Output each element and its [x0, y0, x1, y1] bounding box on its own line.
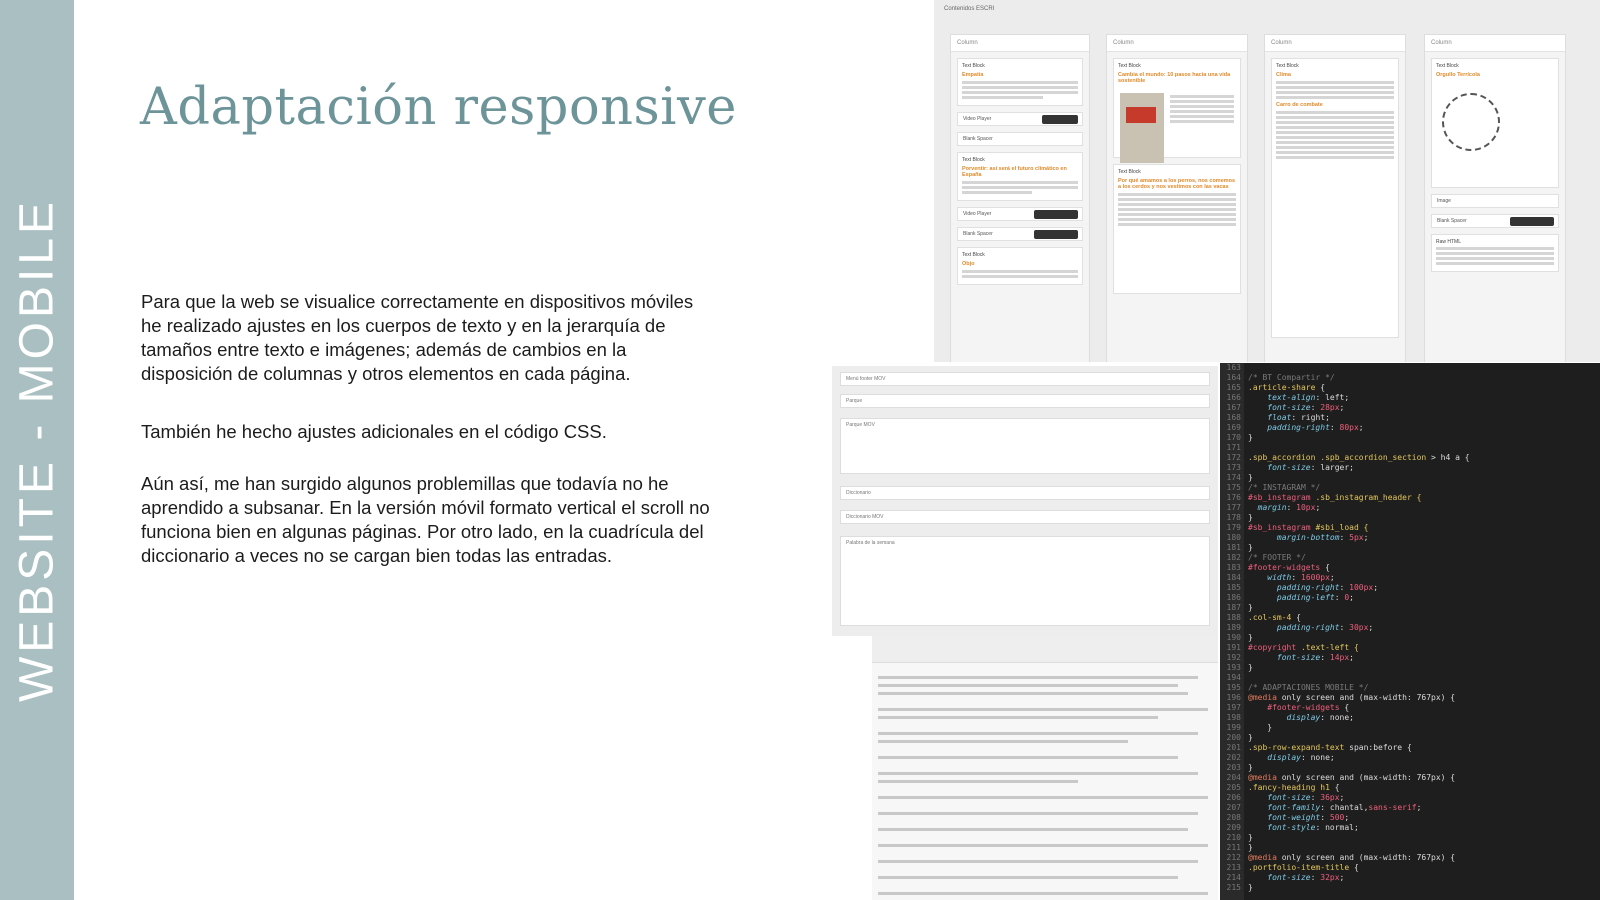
line-number: 204	[1226, 773, 1241, 782]
code-line: width: 1600px;	[1248, 573, 1335, 582]
line-number: 165	[1226, 383, 1241, 392]
code-line: #footer-widgets {	[1248, 703, 1350, 712]
code-line: padding-right: 30px;	[1248, 623, 1374, 632]
builder-column: Column Text Block Orgullo Terrícola Image Blank Spacer Raw HTML	[1424, 34, 1566, 362]
line-number: 180	[1226, 533, 1241, 542]
builder-row: Palabra de la semana	[840, 536, 1210, 626]
code-line: /* INSTAGRAM */	[1248, 483, 1321, 492]
line-number: 181	[1226, 543, 1241, 552]
code-line: /* FOOTER */	[1248, 553, 1306, 562]
builder-screenshot-rows	[832, 366, 1218, 636]
code-line: /* ADAPTACIONES MOBILE */	[1248, 683, 1369, 692]
line-number: 193	[1226, 663, 1241, 672]
code-line: font-style: normal;	[1248, 823, 1359, 832]
text-block: Text Block Porventir: así será el futuro climático en España	[957, 152, 1083, 201]
column-label: Column	[951, 35, 1089, 52]
video-player-row: Video Player	[957, 112, 1083, 126]
code-line: /* BT Compartir */	[1248, 373, 1335, 382]
image-row: Image	[1431, 194, 1559, 208]
line-number: 189	[1226, 623, 1241, 632]
text-block: Text Block Orgullo Terrícola	[1431, 58, 1559, 188]
line-number: 187	[1226, 603, 1241, 612]
line-number: 164	[1226, 373, 1241, 382]
page-title: Adaptación responsive	[140, 78, 737, 137]
line-number: 169	[1226, 423, 1241, 432]
line-number: 179	[1226, 523, 1241, 532]
code-line: }	[1248, 663, 1253, 672]
line-number: 173	[1226, 463, 1241, 472]
code-line: margin-bottom: 5px;	[1248, 533, 1369, 542]
code-line: font-size: 14px;	[1248, 653, 1354, 662]
line-number: 175	[1226, 483, 1241, 492]
paragraph-css: También he hecho ajustes adicionales en el código CSS.	[141, 421, 607, 442]
code-line: }	[1248, 883, 1253, 892]
line-number: 172	[1226, 453, 1241, 462]
block-type: Text Block	[962, 63, 985, 69]
line-number: 205	[1226, 783, 1241, 792]
blank-spacer-row: Blank Spacer	[1431, 214, 1559, 228]
globe-logo	[1442, 93, 1500, 151]
code-lines	[1248, 363, 1470, 893]
code-line: .spb-row-expand-text span:before {	[1248, 743, 1412, 752]
code-line: @media only screen and (max-width: 767px) {	[1248, 853, 1456, 862]
code-line: font-size: 36px;	[1248, 793, 1345, 802]
line-number: 203	[1226, 763, 1241, 772]
text-editor-screenshot	[872, 636, 1218, 900]
line-number: 188	[1226, 613, 1241, 622]
line-number: 183	[1226, 563, 1241, 572]
code-line: font-size: 28px;	[1248, 403, 1345, 412]
line-number: 184	[1226, 573, 1241, 582]
video-player-row: Video Player	[957, 207, 1083, 221]
code-line: }	[1248, 633, 1253, 642]
code-line: @media only screen and (max-width: 767px) {	[1248, 693, 1456, 702]
line-number: 182	[1226, 553, 1241, 562]
code-line: }	[1248, 603, 1253, 612]
line-number: 201	[1226, 743, 1241, 752]
code-line: }	[1248, 763, 1253, 772]
code-line: #sb_instagram #sbi_load {	[1248, 523, 1369, 532]
code-line: display: none;	[1248, 713, 1354, 722]
line-number: 177	[1226, 503, 1241, 512]
book-cover-image	[1120, 93, 1164, 163]
builder-screenshot-columns	[934, 0, 1600, 362]
builder-row: Parque	[840, 394, 1210, 408]
line-number: 192	[1226, 653, 1241, 662]
line-number: 170	[1226, 433, 1241, 442]
builder-header: Contenidos ESCRI	[944, 6, 995, 12]
line-number: 174	[1226, 473, 1241, 482]
code-line: padding-right: 100px;	[1248, 583, 1379, 592]
code-line: font-size: larger;	[1248, 463, 1354, 472]
text-block	[957, 58, 1083, 106]
code-line: margin: 10px;	[1248, 503, 1321, 512]
line-number: 210	[1226, 833, 1241, 842]
line-number: 215	[1226, 883, 1241, 892]
line-number: 176	[1226, 493, 1241, 502]
builder-column	[950, 34, 1090, 362]
builder-column: Column Text Block Cambia el mundo: 10 pasos hacia una vida sostenible Text Block Por qué amamos a los perros, nos comemos a los cerdos y nos vestimos con las vacas	[1106, 34, 1248, 362]
code-line: }	[1248, 473, 1253, 482]
code-line: }	[1248, 733, 1253, 742]
line-number: 197	[1226, 703, 1241, 712]
code-line: .fancy-heading h1 {	[1248, 783, 1340, 792]
paragraph-intro: Para que la web se visualice correctamente en dispositivos móviles he realizado ajustes en los cuerpos de texto y en la jerarquía de tamaños entre texto e imágenes; además de cambios en la disposición de columnas y otros elementos en cada página.	[141, 291, 694, 384]
code-line: }	[1248, 543, 1253, 552]
line-number: 207	[1226, 803, 1241, 812]
code-line: }	[1248, 513, 1253, 522]
line-number: 191	[1226, 643, 1241, 652]
code-line: padding-left: 0;	[1248, 593, 1354, 602]
blank-spacer-row: Blank Spacer	[957, 227, 1083, 241]
code-line: }	[1248, 843, 1253, 852]
code-line: }	[1248, 723, 1273, 732]
code-line: padding-right: 80px;	[1248, 423, 1364, 432]
code-line: font-family: chantal,sans-serif;	[1248, 803, 1422, 812]
line-number: 186	[1226, 593, 1241, 602]
builder-row: Parque MOV	[840, 418, 1210, 474]
code-line: #footer-widgets {	[1248, 563, 1330, 572]
code-line: font-weight: 500;	[1248, 813, 1350, 822]
line-number: 213	[1226, 863, 1241, 872]
line-number: 171	[1226, 443, 1241, 452]
code-line: .col-sm-4 {	[1248, 613, 1301, 622]
code-line: .portfolio-item-title {	[1248, 863, 1359, 872]
line-number: 211	[1226, 843, 1241, 852]
line-number: 166	[1226, 393, 1241, 402]
line-number: 163	[1226, 363, 1241, 372]
css-code-editor	[1220, 363, 1600, 900]
line-number: 194	[1226, 673, 1241, 682]
sidebar	[0, 0, 74, 900]
line-number: 185	[1226, 583, 1241, 592]
code-line: .article-share {	[1248, 383, 1326, 392]
code-line	[1248, 363, 1470, 373]
text-block: Text Block Por qué amamos a los perros, nos comemos a los cerdos y nos vestimos con las vacas	[1113, 164, 1241, 294]
line-number: 190	[1226, 633, 1241, 642]
builder-column: Column Text Block Clima Carro de combate	[1264, 34, 1406, 362]
line-number: 214	[1226, 873, 1241, 882]
code-line: float: right;	[1248, 413, 1330, 422]
blank-spacer-row: Blank Spacer	[957, 132, 1083, 146]
line-number: 196	[1226, 693, 1241, 702]
text-block: Text Block Clima Carro de combate	[1271, 58, 1399, 338]
line-number: 212	[1226, 853, 1241, 862]
builder-row: Diccionario MOV	[840, 510, 1210, 524]
code-line: text-align: left;	[1248, 393, 1350, 402]
code-line	[1248, 443, 1470, 453]
code-line: font-size: 32px;	[1248, 873, 1345, 882]
builder-row: Diccionario	[840, 486, 1210, 500]
code-line	[1248, 673, 1470, 683]
block-heading: Empatía	[962, 72, 984, 78]
code-line: display: none;	[1248, 753, 1335, 762]
line-number: 195	[1226, 683, 1241, 692]
line-number: 167	[1226, 403, 1241, 412]
code-line: @media only screen and (max-width: 767px) {	[1248, 773, 1456, 782]
code-line: }	[1248, 833, 1253, 842]
line-number-gutter	[1220, 363, 1244, 900]
line-number: 202	[1226, 753, 1241, 762]
line-number: 209	[1226, 823, 1241, 832]
text-block: Text Block Cambia el mundo: 10 pasos hacia una vida sostenible	[1113, 58, 1241, 158]
code-line: #copyright .text-left {	[1248, 643, 1359, 652]
paragraph-issues: Aún así, me han surgido algunos problemillas que todavía no he aprendido a subsanar. En la versión móvil formato vertical el scroll no funciona bien en algunas páginas. Por otro lado, en la cuadrícula del diccionario a veces no se cargan bien todas las entradas.	[141, 473, 710, 566]
line-number: 206	[1226, 793, 1241, 802]
raw-html-block: Raw HTML	[1431, 234, 1559, 272]
code-line: }	[1248, 433, 1253, 442]
line-number: 198	[1226, 713, 1241, 722]
line-number: 178	[1226, 513, 1241, 522]
line-number: 200	[1226, 733, 1241, 742]
code-line: .spb_accordion .spb_accordion_section > h4 a {	[1248, 453, 1470, 462]
sidebar-label: WEBSITE - MOBILE	[10, 197, 64, 703]
code-line: #sb_instagram .sb_instagram_header {	[1248, 493, 1422, 502]
line-number: 168	[1226, 413, 1241, 422]
text-block: Text Block Objo	[957, 247, 1083, 285]
line-number: 199	[1226, 723, 1241, 732]
line-number: 208	[1226, 813, 1241, 822]
builder-row: Menú footer MOV	[840, 372, 1210, 386]
